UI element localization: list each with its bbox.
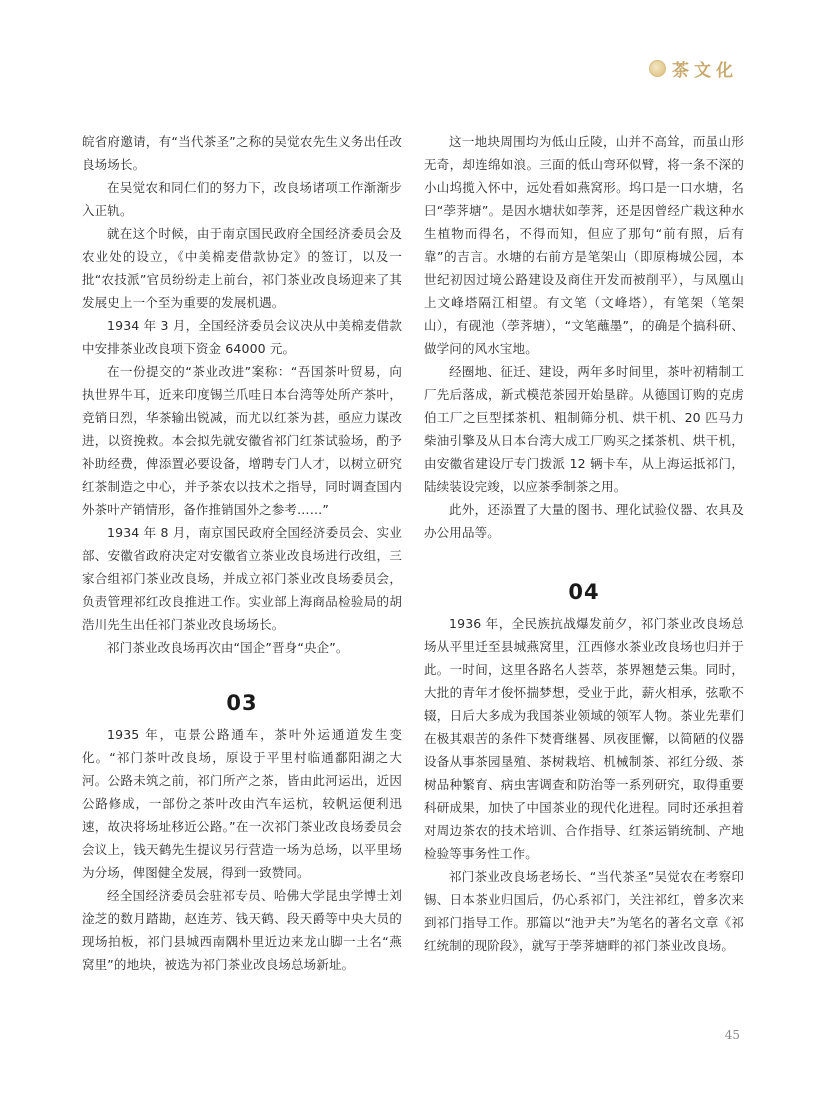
paragraph: 1936 年，全民族抗战爆发前夕，祁门茶业改良场总场从平里迁至县城燕窝里，江西修水茶业改良场也归并于此。一时间，这里各路名人荟萃，茶界翘楚云集。同时，大批的青年才俊怀揣梦想，受业于此，薪火相承，弦歌不辍，日后大多成为我国茶业领域的领军人物。茶业先辈们在极其艰苦的条件下焚膏继晷、夙夜匪懈，以简陋的仪器设备从事茶园垦殖、茶树栽培、机械制茶、祁红分级、茶树品种繁育、病虫害调查和防治等一系列研究，取得重要科研成果，加快了中国茶业的现代化进程。同时还承担着对周边茶农的技术培训、合作指导、红茶运销统制、产地检验等事务性工作。 bbox=[424, 616, 744, 861]
paragraph: 此外，还添置了大量的图书、理化试验仪器、农具及办公用品等。 bbox=[424, 502, 744, 540]
paragraph: 1934 年 3 月，全国经济委员会议决从中美棉麦借款中安排茶业改良项下资金 64000 元。 bbox=[82, 318, 402, 356]
paragraph: 在一份提交的“茶业改进”案称：“吾国茶叶贸易，向执世界牛耳，近来印度锡兰爪哇日本台湾等处所产茶叶，竞销日烈，华茶输出锐减，而尤以红茶为甚，亟应力谋改进，以资挽救。本会拟先就安徽省祁门红茶试验场，酌予补助经费，俾添置必要设备，增聘专门人才，以树立研究红茶制造之中心，并予茶农以技术之指导，同时调查国内外茶叶产销情形，备作推销国外之参考……” bbox=[82, 364, 402, 517]
section-number-04: 04 bbox=[568, 580, 600, 604]
section-header bbox=[649, 56, 738, 81]
paragraph: 1935 年，屯景公路通车，茶叶外运通道发生变化。“祁门茶叶改良场，原设于平里村临通鄱阳湖之大河。公路未筑之前，祁门所产之茶，皆由此河运出，近因公路修成，一部份之茶叶改由汽车运杭，较帆运便利迅速，故决将场址移近公路。”在一次祁门茶业改良场委员会会议上，钱天鹤先生提议另行营造一场为总场，以平里场为分场，俾图健全发展，得到一致赞同。 bbox=[82, 727, 402, 880]
section-title: 茶文化 bbox=[672, 61, 738, 81]
paragraph: 在吴觉农和同仁们的努力下，改良场诸项工作渐渐步入正轨。 bbox=[82, 180, 402, 218]
left-column bbox=[82, 130, 402, 976]
page-number: 45 bbox=[724, 1028, 740, 1042]
paragraph: 这一地块周围均为低山丘陵，山并不高耸，而虽山形无奇，却连绵如浪。三面的低山弯环似臂，将一条不深的小山坞揽入怀中，远处看如燕窝形。坞口是一口水塘，名曰“荸荠塘”。是因水塘状如荸荠，还是因曾经广栽这种水生植物而得名，不得而知，但应了那句“前有照，后有靠”的吉言。水塘的右前方是笔架山（即原梅城公园，本世纪初因过境公路建设及商住开发而被削平），与凤凰山上文峰塔隔江相望。有文笔（文峰塔），有笔架（笔架山），有砚池（荸荠塘），“文笔蘸墨”，的确是个搞科研、做学问的风水宝地。 bbox=[424, 134, 744, 356]
tea-emblem-icon bbox=[649, 60, 666, 77]
right-column bbox=[424, 130, 744, 957]
paragraph: 就在这个时候，由于南京国民政府全国经济委员会及农业处的设立，《中美棉麦借款协定》的签订，以及一批“农技派”官员纷纷走上前台，祁门茶业改良场迎来了其发展史上一个至为重要的发展机遇。 bbox=[82, 226, 402, 310]
paragraph: 皖省府邀请，有“当代茶圣”之称的吴觉农先生义务出任改良场场长。 bbox=[82, 134, 402, 172]
paragraph: 经全国经济委员会驻祁专员、哈佛大学昆虫学博士刘淦芝的数月踏勘，赵连芳、钱天鹤、段天爵等中央大员的现场拍板，祁门县城西南隅朴里近边来龙山脚一土名“燕窝里”的地块，被选为祁门茶业改良场总场新址。 bbox=[82, 888, 402, 972]
paragraph: 经圈地、征迁、建设，两年多时间里，茶叶初精制工厂先后落成，新式模范茶园开始垦辟。从德国订购的克虏伯工厂之巨型揉茶机、粗制筛分机、烘干机、20 匹马力柴油引擎及从日本台湾大成工厂购买之揉茶机、烘干机，由安徽省建设厅专门拨派 12 辆卡车，从上海运抵祁门，陆续装设完竣，以应茶季制茶之用。 bbox=[424, 364, 744, 494]
paragraph: 1934 年 8 月，南京国民政府全国经济委员会、实业部、安徽省政府决定对安徽省立茶业改良场进行改组，三家合组祁门茶业改良场，并成立祁门茶业改良场委员会，负责管理祁红改良推进工作。实业部上海商品检验局的胡浩川先生出任祁门茶业改良场场长。 bbox=[82, 525, 402, 632]
section-number-03: 03 bbox=[226, 691, 258, 715]
paragraph: 祁门茶业改良场老场长、“当代茶圣”吴觉农在考察印锡、日本茶业归国后，仍心系祁门，关注祁红，曾多次来到祁门指导工作。那篇以“池尹夫”为笔名的著名文章《祁红统制的现阶段》，就写于荸荠塘畔的祁门茶业改良场。 bbox=[424, 869, 744, 953]
paragraph: 祁门茶业改良场再次由“国企”晋身“央企”。 bbox=[107, 640, 349, 655]
